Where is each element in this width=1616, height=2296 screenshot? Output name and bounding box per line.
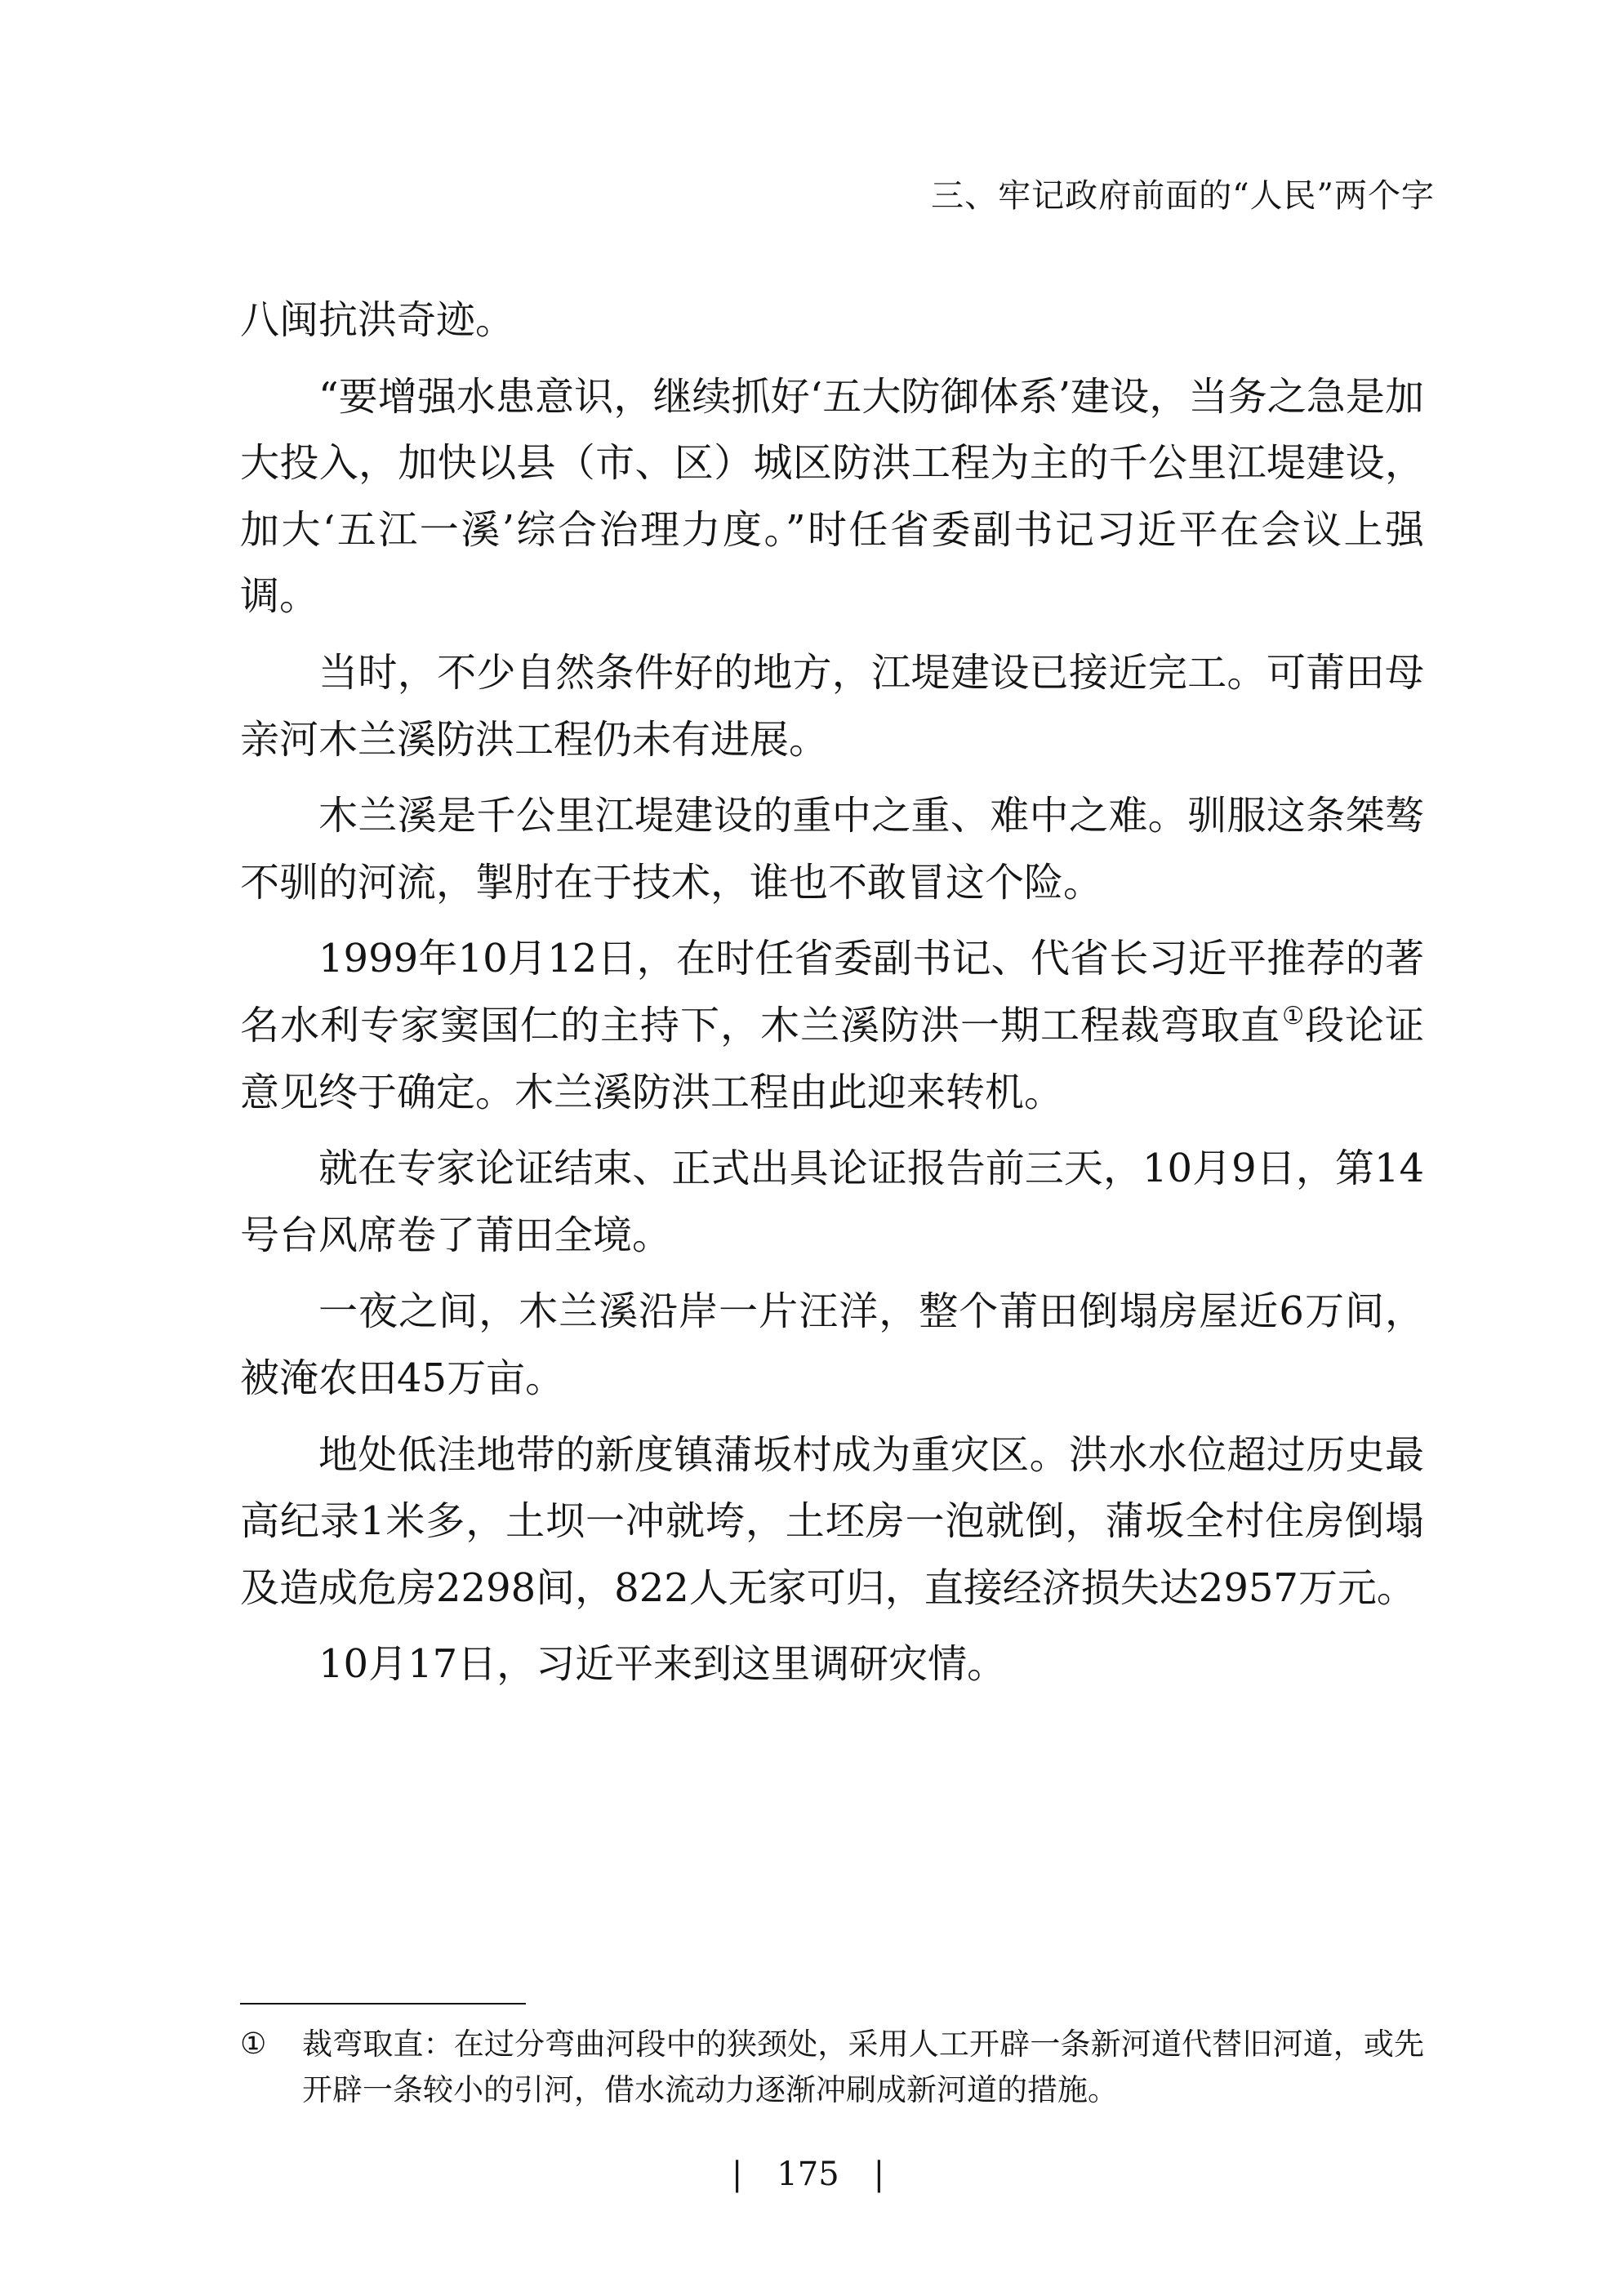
paragraph-7: 一夜之间，木兰溪沿岸一片汪洋，整个莆田倒塌房屋近6万间，被淹农田45万亩。 <box>240 1288 1424 1401</box>
footnote-reference[interactable]: ① <box>1282 1001 1305 1030</box>
page-number-right-bar: | <box>873 2156 885 2193</box>
paragraph-9: 10月17日，习近平来到这里调研灾情。 <box>318 1641 1007 1688</box>
page-number: 175 <box>777 2156 839 2193</box>
paragraph-8: 地处低洼地带的新度镇蒲坂村成为重灾区。洪水水位超过历史最高纪录1米多，土坝一冲就垮，土坯房一泡就倒，蒲坂全村住房倒塌及造成危房2298间，822人无家可归，直接经济损失达2957万元。 <box>240 1431 1424 1611</box>
page-number-left-bar: | <box>731 2156 743 2193</box>
paragraph-5-text-before: 1999年10月12日，在时任省委副书记、代省长习近平推荐的著名水利专家窦国仁的主持下，木兰溪防洪一期工程裁弯取直 <box>240 936 1424 1048</box>
footnote <box>240 2022 1424 2113</box>
paragraph-2: “要增强水患意识，继续抓好‘五大防御体系’建设，当务之急是加大投入，加快以县（市、区）城区防洪工程为主的千公里江堤建设，加大‘五江一溪’综合治理力度。”时任省委副书记习近平在会议上强调。 <box>240 373 1424 620</box>
paragraph-3: 当时，不少自然条件好的地方，江堤建设已接近完工。可莆田母亲河木兰溪防洪工程仍未有进展。 <box>240 649 1424 763</box>
paragraph-5 <box>240 926 1424 1126</box>
paragraph-4: 木兰溪是千公里江堤建设的重中之重、难中之难。驯服这条桀骜不驯的河流，掣肘在于技术，谁也不敢冒这个险。 <box>240 793 1424 905</box>
page-number-footer <box>0 2156 1616 2193</box>
paragraph-6: 就在专家论证结束、正式出具论证报告前三天，10月9日，第14号台风席卷了莆田全境。 <box>240 1146 1424 1258</box>
running-header: 三、牢记政府前面的“人民”两个字 <box>931 177 1435 215</box>
paragraph-1: 八闽抗洪奇迹。 <box>240 297 515 343</box>
footnote-text: 裁弯取直：在过分弯曲河段中的狭颈处，采用人工开辟一条新河道代替旧河道，或先开辟一条较小的引河，借水流动力逐渐冲刷成新河道的措施。 <box>302 2027 1424 2107</box>
footnote-marker: ① <box>240 2027 267 2061</box>
footnote-divider <box>240 2003 526 2005</box>
paragraph-5-text-after: 段论证意见终于确定。木兰溪防洪工程由此迎来转机。 <box>240 1002 1424 1115</box>
body-text <box>240 287 1424 1708</box>
